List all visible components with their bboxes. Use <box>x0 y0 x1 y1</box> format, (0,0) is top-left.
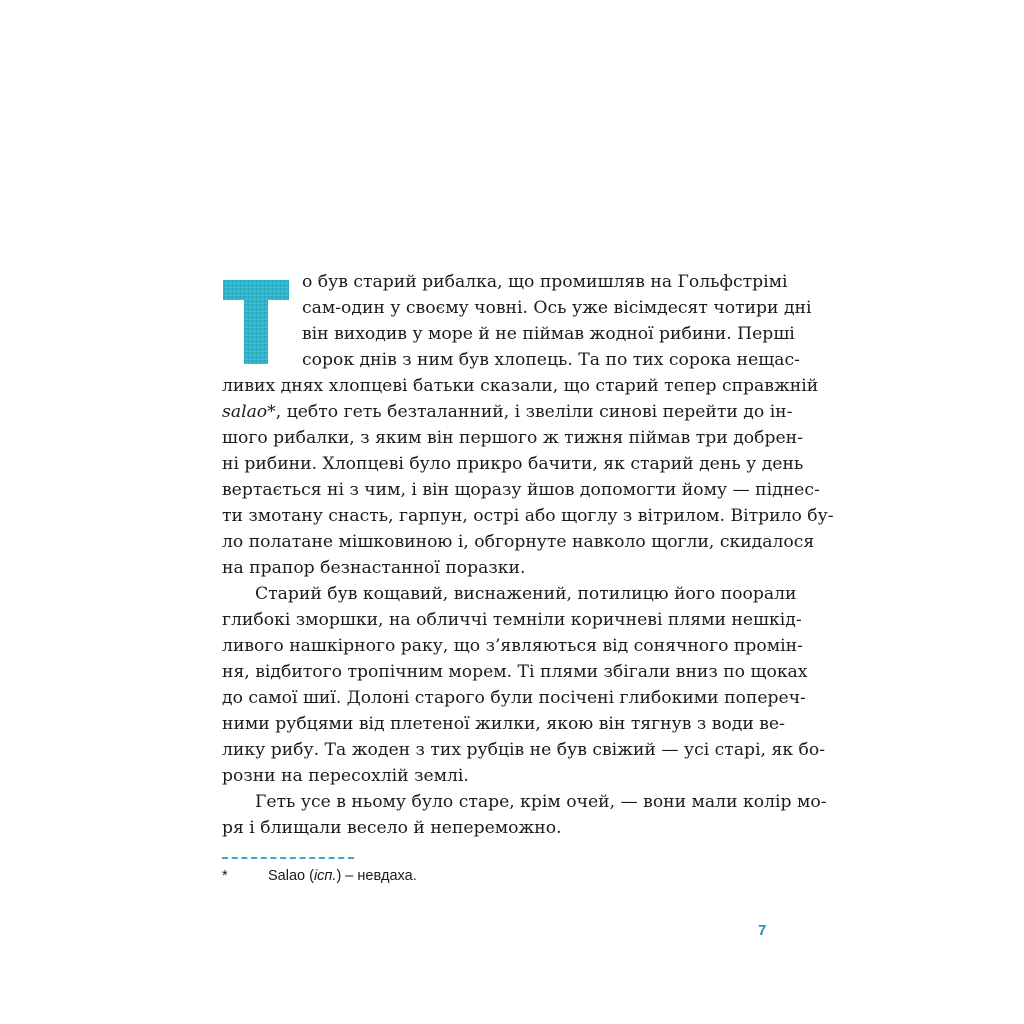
text-line: Геть усе в ньому було старе, крім очей, — вони мали колір мо- <box>255 792 827 812</box>
text-line: ти змотану снасть, гарпун, острі або щоглу з вітрилом. Вітрило бу- <box>222 506 834 526</box>
text-line: ло полатане мішковиною і, обгорнуте навколо щогли, скидалося <box>222 532 815 552</box>
text-line: вертається ні з чим, і він щоразу йшов допомогти йому — піднес- <box>222 480 820 500</box>
footnote-divider <box>222 857 354 859</box>
salao-word: salao <box>222 402 268 422</box>
footnote-definition: – невдаха. <box>341 868 417 884</box>
text-line: шого рибалки, з яким він першого ж тижня піймав три добрен- <box>222 428 803 448</box>
text-line: він виходив у море й не піймав жодної рибини. Перші <box>302 324 795 344</box>
text-line: на прапор безнастанної поразки. <box>222 558 526 578</box>
text-line: ря і блищали весело й непереможно. <box>222 818 562 838</box>
footnote-text: Salao (ісп.) – невдаха. <box>268 868 417 884</box>
footnote-term: Salao <box>268 868 306 884</box>
text-line: сорок днів з ним був хлопець. Та по тих сорока нещас- <box>302 350 800 370</box>
text-line: сам-один у своєму човні. Ось уже вісімдесят чотири дні <box>302 298 812 318</box>
text-line: Старий був кощавий, виснажений, потилицю його поорали <box>255 584 797 604</box>
text-line: ливих днях хлопцеві батьки сказали, що старий тепер справжній <box>222 376 819 396</box>
footnote-mark: * <box>222 868 228 884</box>
text-line <box>222 400 793 425</box>
drop-cap-letter <box>221 278 291 366</box>
text-line: ливого нашкірного раку, що з’являються від сонячного промін- <box>222 636 803 656</box>
text-line: ні рибини. Хлопцеві було прикро бачити, як старий день у день <box>222 454 804 474</box>
text-line: до самої шиї. Долоні старого були посічені глибокими попереч- <box>222 688 806 708</box>
page-number: 7 <box>758 922 767 939</box>
text-line: лику рибу. Та жоден з тих рубців не був свіжий — усі старі, як бо- <box>222 740 826 760</box>
text-line: глибокі зморшки, на обличчі темніли коричневі плями нешкід- <box>222 610 802 630</box>
footnote-lang: ісп. <box>313 868 337 884</box>
salao-line-rest: *, цебто геть безталанний, і звеліли синові перейти до ін- <box>267 402 793 422</box>
text-line: ними рубцями від плетеної жилки, якою він тягнув з води ве- <box>222 714 785 734</box>
text-line: ня, відбитого тропічним морем. Ті плями збігали вниз по щоках <box>222 662 808 682</box>
text-line: о був старий рибалка, що промишляв на Гольфстрімі <box>302 272 788 292</box>
text-line: розни на пересохлій землі. <box>222 766 469 786</box>
